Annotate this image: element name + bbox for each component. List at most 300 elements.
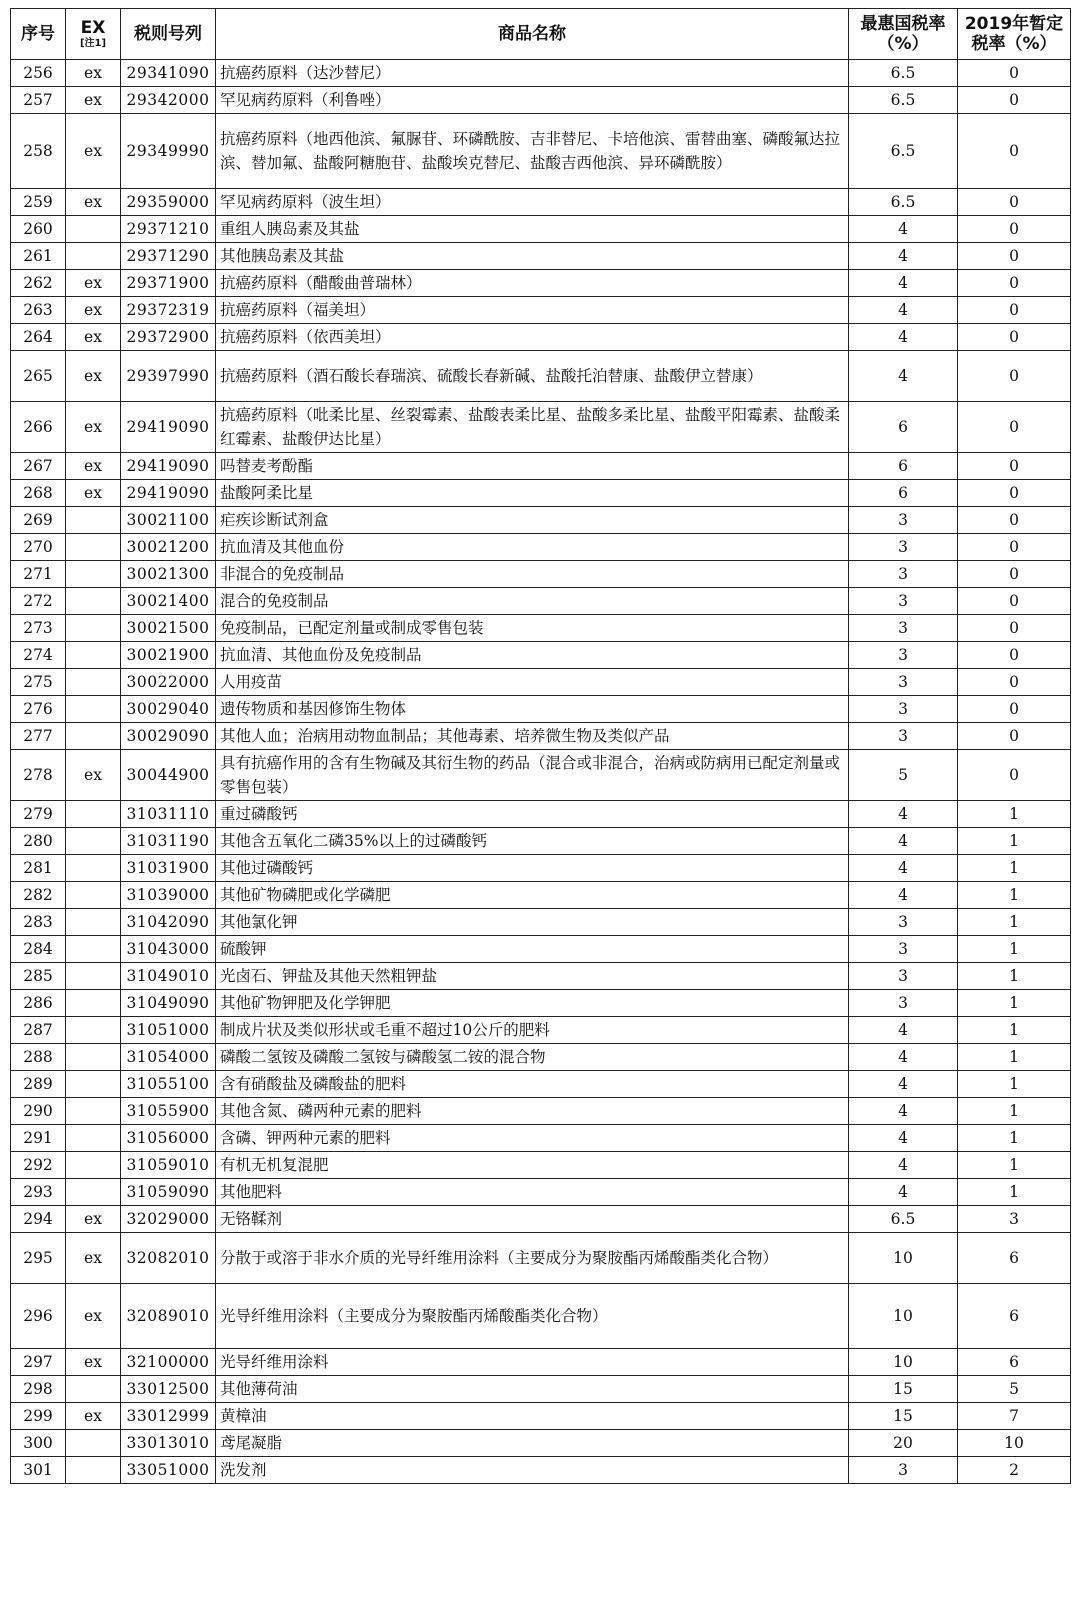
cell-mfn-rate: 4	[849, 882, 958, 909]
cell-ex: ex	[66, 1349, 121, 1376]
cell-name: 重过磷酸钙	[216, 801, 849, 828]
cell-code: 29397990	[121, 351, 216, 402]
cell-2019-rate: 1	[958, 828, 1071, 855]
cell-code: 29372900	[121, 324, 216, 351]
cell-seq: 263	[11, 297, 66, 324]
cell-name: 遗传物质和基因修饰生物体	[216, 696, 849, 723]
cell-mfn-rate: 4	[849, 1125, 958, 1152]
cell-code: 31049090	[121, 990, 216, 1017]
cell-name: 罕见病药原料（利鲁唑）	[216, 87, 849, 114]
cell-code: 31054000	[121, 1044, 216, 1071]
cell-mfn-rate: 6.5	[849, 189, 958, 216]
cell-name: 抗血清及其他血份	[216, 534, 849, 561]
cell-seq: 271	[11, 561, 66, 588]
cell-name: 分散于或溶于非水介质的光导纤维用涂料（主要成分为聚胺酯丙烯酸酯类化合物）	[216, 1233, 849, 1284]
cell-code: 33012999	[121, 1403, 216, 1430]
header-ex	[66, 9, 121, 60]
cell-code: 33013010	[121, 1430, 216, 1457]
cell-mfn-rate: 3	[849, 963, 958, 990]
cell-name: 无铬鞣剂	[216, 1206, 849, 1233]
cell-seq: 281	[11, 855, 66, 882]
cell-code: 29419090	[121, 453, 216, 480]
cell-code: 30029090	[121, 723, 216, 750]
table-row	[11, 507, 1071, 534]
cell-seq: 270	[11, 534, 66, 561]
cell-2019-rate: 0	[958, 270, 1071, 297]
cell-mfn-rate: 6.5	[849, 60, 958, 87]
cell-name: 其他氯化钾	[216, 909, 849, 936]
table-row	[11, 669, 1071, 696]
cell-2019-rate: 0	[958, 324, 1071, 351]
cell-seq: 291	[11, 1125, 66, 1152]
cell-seq: 259	[11, 189, 66, 216]
table-row	[11, 243, 1071, 270]
cell-mfn-rate: 3	[849, 615, 958, 642]
cell-mfn-rate: 10	[849, 1349, 958, 1376]
cell-code: 30021500	[121, 615, 216, 642]
cell-seq: 276	[11, 696, 66, 723]
cell-seq: 288	[11, 1044, 66, 1071]
table-row	[11, 936, 1071, 963]
cell-code: 31042090	[121, 909, 216, 936]
cell-name: 抗癌药原料（吡柔比星、丝裂霉素、盐酸表柔比星、盐酸多柔比星、盐酸平阳霉素、盐酸柔红霉素、盐酸伊达比星）	[216, 402, 849, 453]
table-row	[11, 534, 1071, 561]
table-header	[11, 9, 1071, 60]
cell-seq: 272	[11, 588, 66, 615]
cell-seq: 296	[11, 1284, 66, 1349]
cell-name: 抗癌药原料（福美坦）	[216, 297, 849, 324]
cell-ex	[66, 801, 121, 828]
table-row	[11, 1457, 1071, 1484]
cell-mfn-rate: 4	[849, 216, 958, 243]
cell-code: 29419090	[121, 480, 216, 507]
cell-code: 29342000	[121, 87, 216, 114]
cell-code: 31059010	[121, 1152, 216, 1179]
table-row	[11, 189, 1071, 216]
cell-2019-rate: 0	[958, 723, 1071, 750]
cell-ex: ex	[66, 270, 121, 297]
cell-2019-rate: 6	[958, 1233, 1071, 1284]
cell-name: 疟疾诊断试剂盒	[216, 507, 849, 534]
table-row	[11, 1430, 1071, 1457]
cell-name: 其他矿物磷肥或化学磷肥	[216, 882, 849, 909]
cell-seq: 269	[11, 507, 66, 534]
cell-seq: 267	[11, 453, 66, 480]
cell-ex	[66, 1071, 121, 1098]
table-row	[11, 963, 1071, 990]
table-row	[11, 1017, 1071, 1044]
cell-ex	[66, 561, 121, 588]
table-row	[11, 1284, 1071, 1349]
cell-seq: 275	[11, 669, 66, 696]
tariff-table	[10, 8, 1071, 1484]
cell-ex	[66, 909, 121, 936]
cell-2019-rate: 0	[958, 216, 1071, 243]
header-name: 商品名称	[216, 9, 849, 60]
cell-2019-rate: 1	[958, 1152, 1071, 1179]
cell-ex	[66, 642, 121, 669]
cell-code: 30022000	[121, 669, 216, 696]
cell-code: 30021900	[121, 642, 216, 669]
cell-code: 31055100	[121, 1071, 216, 1098]
cell-ex	[66, 507, 121, 534]
cell-name: 有机无机复混肥	[216, 1152, 849, 1179]
cell-code: 31051000	[121, 1017, 216, 1044]
cell-seq: 290	[11, 1098, 66, 1125]
cell-name: 抗癌药原料（达沙替尼）	[216, 60, 849, 87]
cell-ex: ex	[66, 1233, 121, 1284]
cell-ex	[66, 1044, 121, 1071]
table-row	[11, 1376, 1071, 1403]
cell-code: 29341090	[121, 60, 216, 87]
cell-name: 洗发剂	[216, 1457, 849, 1484]
cell-ex: ex	[66, 480, 121, 507]
cell-ex	[66, 1098, 121, 1125]
cell-seq: 261	[11, 243, 66, 270]
table-row	[11, 216, 1071, 243]
cell-mfn-rate: 4	[849, 297, 958, 324]
cell-ex: ex	[66, 114, 121, 189]
cell-code: 32029000	[121, 1206, 216, 1233]
table-row	[11, 480, 1071, 507]
table-row	[11, 561, 1071, 588]
cell-2019-rate: 1	[958, 909, 1071, 936]
cell-2019-rate: 0	[958, 87, 1071, 114]
cell-mfn-rate: 20	[849, 1430, 958, 1457]
cell-ex	[66, 1179, 121, 1206]
cell-name: 其他矿物钾肥及化学钾肥	[216, 990, 849, 1017]
cell-mfn-rate: 3	[849, 588, 958, 615]
cell-ex	[66, 696, 121, 723]
cell-name: 含磷、钾两种元素的肥料	[216, 1125, 849, 1152]
cell-mfn-rate: 4	[849, 324, 958, 351]
table-row	[11, 750, 1071, 801]
cell-seq: 287	[11, 1017, 66, 1044]
cell-code: 29419090	[121, 402, 216, 453]
cell-code: 31031190	[121, 828, 216, 855]
header-mfn-line2: （%）	[877, 34, 929, 54]
cell-mfn-rate: 4	[849, 270, 958, 297]
cell-mfn-rate: 6	[849, 480, 958, 507]
table-row	[11, 828, 1071, 855]
cell-mfn-rate: 5	[849, 750, 958, 801]
cell-mfn-rate: 3	[849, 990, 958, 1017]
cell-2019-rate: 0	[958, 642, 1071, 669]
cell-code: 29372319	[121, 297, 216, 324]
cell-code: 31039000	[121, 882, 216, 909]
cell-seq: 295	[11, 1233, 66, 1284]
cell-name: 盐酸阿柔比星	[216, 480, 849, 507]
cell-code: 32100000	[121, 1349, 216, 1376]
cell-name: 非混合的免疫制品	[216, 561, 849, 588]
cell-2019-rate: 0	[958, 750, 1071, 801]
cell-mfn-rate: 3	[849, 723, 958, 750]
cell-seq: 257	[11, 87, 66, 114]
cell-2019-rate: 0	[958, 507, 1071, 534]
cell-name: 其他薄荷油	[216, 1376, 849, 1403]
cell-mfn-rate: 6	[849, 453, 958, 480]
cell-2019-rate: 7	[958, 1403, 1071, 1430]
cell-name: 其他过磷酸钙	[216, 855, 849, 882]
cell-ex	[66, 1152, 121, 1179]
cell-ex: ex	[66, 1206, 121, 1233]
table-row	[11, 801, 1071, 828]
cell-ex	[66, 723, 121, 750]
table-row	[11, 1206, 1071, 1233]
cell-ex: ex	[66, 351, 121, 402]
cell-seq: 294	[11, 1206, 66, 1233]
cell-seq: 300	[11, 1430, 66, 1457]
cell-seq: 258	[11, 114, 66, 189]
header-code: 税则号列	[121, 9, 216, 60]
cell-code: 29371210	[121, 216, 216, 243]
cell-name: 罕见病药原料（波生坦）	[216, 189, 849, 216]
cell-mfn-rate: 6	[849, 402, 958, 453]
cell-mfn-rate: 3	[849, 561, 958, 588]
cell-name: 其他含氮、磷两种元素的肥料	[216, 1098, 849, 1125]
cell-mfn-rate: 3	[849, 669, 958, 696]
table-row	[11, 1152, 1071, 1179]
cell-2019-rate: 6	[958, 1284, 1071, 1349]
cell-seq: 293	[11, 1179, 66, 1206]
cell-2019-rate: 0	[958, 189, 1071, 216]
cell-2019-rate: 5	[958, 1376, 1071, 1403]
cell-code: 31059090	[121, 1179, 216, 1206]
cell-code: 31055900	[121, 1098, 216, 1125]
cell-2019-rate: 0	[958, 453, 1071, 480]
cell-2019-rate: 1	[958, 1017, 1071, 1044]
cell-2019-rate: 0	[958, 480, 1071, 507]
table-row	[11, 855, 1071, 882]
header-2019-line2: 税率（%）	[971, 34, 1057, 54]
cell-mfn-rate: 15	[849, 1376, 958, 1403]
cell-ex: ex	[66, 87, 121, 114]
table-row	[11, 87, 1071, 114]
table-row	[11, 642, 1071, 669]
cell-ex	[66, 855, 121, 882]
cell-2019-rate: 6	[958, 1349, 1071, 1376]
cell-seq: 283	[11, 909, 66, 936]
cell-code: 31056000	[121, 1125, 216, 1152]
cell-mfn-rate: 4	[849, 1044, 958, 1071]
cell-2019-rate: 0	[958, 588, 1071, 615]
cell-seq: 279	[11, 801, 66, 828]
table-row	[11, 588, 1071, 615]
table-row	[11, 1071, 1071, 1098]
cell-seq: 297	[11, 1349, 66, 1376]
cell-2019-rate: 0	[958, 669, 1071, 696]
table-row	[11, 615, 1071, 642]
cell-mfn-rate: 4	[849, 828, 958, 855]
cell-name: 磷酸二氢铵及磷酸二氢铵与磷酸氢二铵的混合物	[216, 1044, 849, 1071]
cell-mfn-rate: 3	[849, 696, 958, 723]
table-row	[11, 990, 1071, 1017]
cell-name: 鸢尾凝脂	[216, 1430, 849, 1457]
cell-mfn-rate: 3	[849, 534, 958, 561]
cell-mfn-rate: 4	[849, 351, 958, 402]
cell-2019-rate: 1	[958, 882, 1071, 909]
cell-ex: ex	[66, 189, 121, 216]
cell-seq: 286	[11, 990, 66, 1017]
cell-ex: ex	[66, 750, 121, 801]
table-row	[11, 696, 1071, 723]
cell-mfn-rate: 3	[849, 1457, 958, 1484]
cell-2019-rate: 1	[958, 1098, 1071, 1125]
cell-seq: 301	[11, 1457, 66, 1484]
cell-ex	[66, 963, 121, 990]
header-2019-line1: 2019年暂定	[964, 14, 1064, 34]
cell-ex: ex	[66, 1403, 121, 1430]
cell-ex: ex	[66, 324, 121, 351]
cell-name: 其他胰岛素及其盐	[216, 243, 849, 270]
cell-name: 光卤石、钾盐及其他天然粗钾盐	[216, 963, 849, 990]
cell-seq: 260	[11, 216, 66, 243]
cell-code: 30029040	[121, 696, 216, 723]
cell-seq: 273	[11, 615, 66, 642]
cell-code: 30021400	[121, 588, 216, 615]
cell-seq: 280	[11, 828, 66, 855]
table-row	[11, 1233, 1071, 1284]
cell-name: 抗癌药原料（地西他滨、氟脲苷、环磷酰胺、吉非替尼、卡培他滨、雷替曲塞、磷酸氟达拉滨、替加氟、盐酸阿糖胞苷、盐酸埃克替尼、盐酸吉西他滨、异环磷酰胺）	[216, 114, 849, 189]
table-row	[11, 297, 1071, 324]
cell-code: 29371290	[121, 243, 216, 270]
cell-ex: ex	[66, 1284, 121, 1349]
cell-name: 吗替麦考酚酯	[216, 453, 849, 480]
cell-2019-rate: 10	[958, 1430, 1071, 1457]
table-row	[11, 402, 1071, 453]
cell-code: 30044900	[121, 750, 216, 801]
cell-ex	[66, 1457, 121, 1484]
cell-name: 具有抗癌作用的含有生物碱及其衍生物的药品（混合或非混合，治病或防病用已配定剂量或零售包装）	[216, 750, 849, 801]
cell-code: 29349990	[121, 114, 216, 189]
cell-ex: ex	[66, 60, 121, 87]
cell-2019-rate: 1	[958, 1071, 1071, 1098]
cell-mfn-rate: 15	[849, 1403, 958, 1430]
cell-code: 30021100	[121, 507, 216, 534]
cell-name: 光导纤维用涂料（主要成分为聚胺酯丙烯酸酯类化合物）	[216, 1284, 849, 1349]
cell-mfn-rate: 3	[849, 642, 958, 669]
cell-ex	[66, 1376, 121, 1403]
cell-mfn-rate: 4	[849, 1179, 958, 1206]
cell-seq: 285	[11, 963, 66, 990]
cell-2019-rate: 0	[958, 615, 1071, 642]
cell-code: 32089010	[121, 1284, 216, 1349]
cell-code: 32082010	[121, 1233, 216, 1284]
header-ex-label: EX	[80, 18, 106, 38]
cell-mfn-rate: 6.5	[849, 87, 958, 114]
cell-ex	[66, 669, 121, 696]
cell-2019-rate: 1	[958, 1179, 1071, 1206]
cell-2019-rate: 0	[958, 402, 1071, 453]
cell-code: 33051000	[121, 1457, 216, 1484]
cell-name: 其他含五氧化二磷35%以上的过磷酸钙	[216, 828, 849, 855]
cell-mfn-rate: 6.5	[849, 114, 958, 189]
cell-2019-rate: 1	[958, 855, 1071, 882]
cell-name: 硫酸钾	[216, 936, 849, 963]
cell-code: 31049010	[121, 963, 216, 990]
cell-2019-rate: 1	[958, 1125, 1071, 1152]
cell-mfn-rate: 6.5	[849, 1206, 958, 1233]
table-row	[11, 723, 1071, 750]
table-row	[11, 324, 1071, 351]
cell-seq: 274	[11, 642, 66, 669]
cell-name: 重组人胰岛素及其盐	[216, 216, 849, 243]
cell-2019-rate: 0	[958, 60, 1071, 87]
cell-mfn-rate: 4	[849, 1152, 958, 1179]
header-2019-rate	[958, 9, 1071, 60]
cell-seq: 284	[11, 936, 66, 963]
table-row	[11, 1349, 1071, 1376]
cell-name: 其他肥料	[216, 1179, 849, 1206]
cell-seq: 256	[11, 60, 66, 87]
cell-seq: 265	[11, 351, 66, 402]
cell-seq: 282	[11, 882, 66, 909]
cell-name: 含有硝酸盐及磷酸盐的肥料	[216, 1071, 849, 1098]
cell-ex	[66, 828, 121, 855]
cell-name: 抗癌药原料（酒石酸长春瑞滨、硫酸长春新碱、盐酸托泊替康、盐酸伊立替康）	[216, 351, 849, 402]
cell-mfn-rate: 4	[849, 801, 958, 828]
table-row	[11, 60, 1071, 87]
header-ex-note: [注1]	[79, 38, 107, 49]
cell-mfn-rate: 4	[849, 1071, 958, 1098]
cell-mfn-rate: 4	[849, 243, 958, 270]
cell-ex: ex	[66, 402, 121, 453]
cell-ex: ex	[66, 453, 121, 480]
cell-mfn-rate: 10	[849, 1233, 958, 1284]
cell-code: 31031110	[121, 801, 216, 828]
cell-name: 抗癌药原料（醋酸曲普瑞林）	[216, 270, 849, 297]
cell-ex	[66, 216, 121, 243]
cell-seq: 292	[11, 1152, 66, 1179]
cell-name: 抗血清、其他血份及免疫制品	[216, 642, 849, 669]
cell-2019-rate: 1	[958, 990, 1071, 1017]
cell-2019-rate: 0	[958, 351, 1071, 402]
cell-ex	[66, 1125, 121, 1152]
cell-2019-rate: 3	[958, 1206, 1071, 1233]
table-row	[11, 1125, 1071, 1152]
cell-ex	[66, 588, 121, 615]
cell-ex	[66, 534, 121, 561]
cell-2019-rate: 1	[958, 801, 1071, 828]
cell-2019-rate: 1	[958, 936, 1071, 963]
cell-mfn-rate: 4	[849, 855, 958, 882]
table-row	[11, 351, 1071, 402]
table-body	[11, 60, 1071, 1484]
cell-2019-rate: 1	[958, 963, 1071, 990]
cell-seq: 289	[11, 1071, 66, 1098]
cell-name: 黄樟油	[216, 1403, 849, 1430]
table-row	[11, 909, 1071, 936]
header-mfn-line1: 最惠国税率	[860, 14, 946, 34]
cell-2019-rate: 1	[958, 1044, 1071, 1071]
header-mfn-rate	[849, 9, 958, 60]
cell-seq: 299	[11, 1403, 66, 1430]
cell-ex: ex	[66, 297, 121, 324]
cell-mfn-rate: 3	[849, 936, 958, 963]
cell-name: 抗癌药原料（依西美坦）	[216, 324, 849, 351]
cell-ex	[66, 1017, 121, 1044]
table-row	[11, 1403, 1071, 1430]
cell-seq: 268	[11, 480, 66, 507]
table-row	[11, 882, 1071, 909]
cell-code: 29359000	[121, 189, 216, 216]
header-row	[11, 9, 1071, 60]
cell-2019-rate: 0	[958, 534, 1071, 561]
cell-code: 33012500	[121, 1376, 216, 1403]
cell-2019-rate: 0	[958, 114, 1071, 189]
cell-mfn-rate: 10	[849, 1284, 958, 1349]
cell-ex	[66, 1430, 121, 1457]
